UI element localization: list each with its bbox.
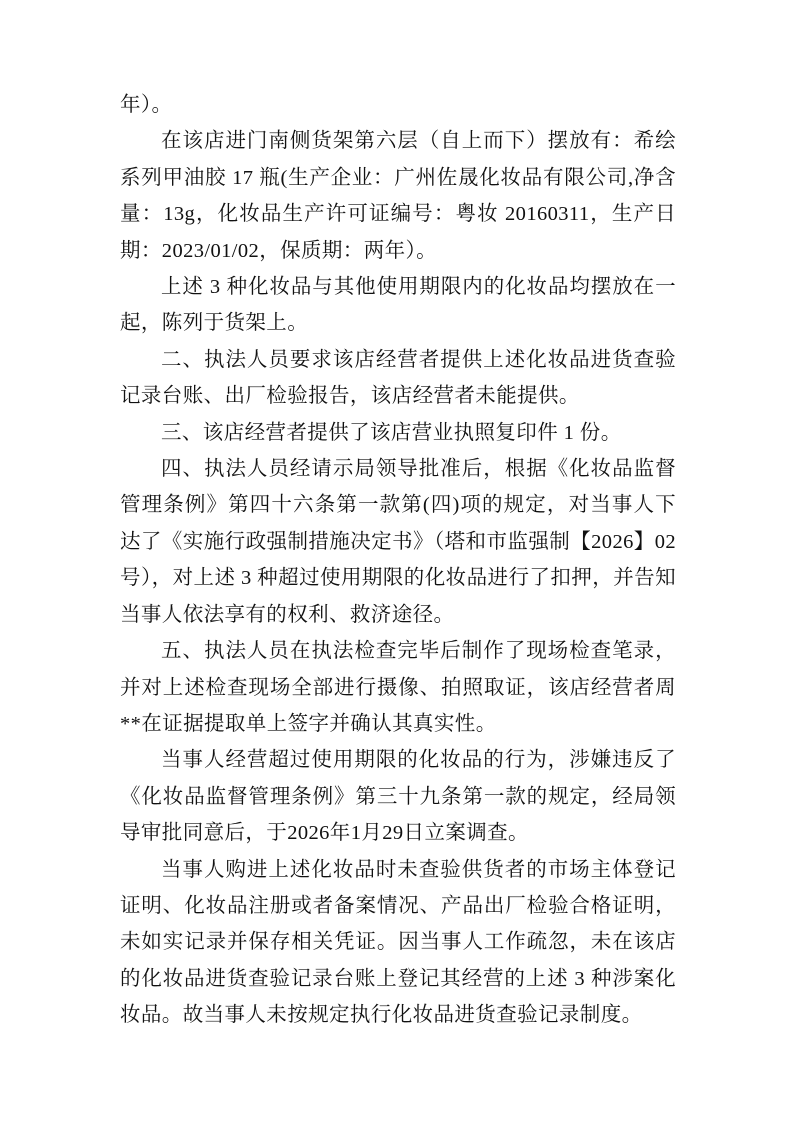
para-shelf-item-xihui-gel: 在该店进门南侧货架第六层（自上而下）摆放有：希绘系列甲油胶 17 瓶(生产企业：广州佐晟化妆品有限公司,净含量：13g，化妆品生产许可证编号：粤妆 20160311，生产日期：2023/01/02，保质期：两年）。 bbox=[120, 130, 676, 262]
para-display-location-note: 上述 3 种化妆品与其他使用期限内的化妆品均摆放在一起，陈列于货架上。 bbox=[120, 276, 676, 335]
para-case-filing: 当事人经营超过使用期限的化妆品的行为，涉嫌违反了《化妆品监督管理条例》第三十九条第一款的规定，经局领导审批同意后，于2026年1月29日立案调查。 bbox=[120, 749, 676, 845]
para-continuation: 年）。 bbox=[120, 94, 173, 116]
para-item-2-records-request: 二、执法人员要求该店经营者提供上述化妆品进货查验记录台账、出厂检验报告，该店经营者未能提供。 bbox=[120, 348, 676, 408]
para-item-5-inspection-record: 五、执法人员在执法检查完毕后制作了现场检查笔录，并对上述检查现场全部进行摄像、拍照取证，该店经营者周**在证据提取单上签字并确认其真实性。 bbox=[120, 640, 676, 735]
para-item-4-seizure-decision: 四、执法人员经请示局领导批准后，根据《化妆品监督管理条例》第四十六条第一款第(四)项的规定，对当事人下达了《实施行政强制措施决定书》（塔和市监强制【2026】02 号），对上述 3 种超过使用期限的化妆品进行了扣押，并告知当事人依法享有的权利、救济途径。 bbox=[120, 458, 676, 626]
para-item-3-license-copy: 三、该店经营者提供了该店营业执照复印件 1 份。 bbox=[161, 421, 622, 444]
document-body bbox=[120, 87, 676, 1034]
para-violation-conclusion: 当事人购进上述化妆品时未查验供货者的市场主体登记证明、化妆品注册或者备案情况、产品出厂检验合格证明，未如实记录并保存相关凭证。因当事人工作疏忽，未在该店的化妆品进货查验记录台账上登记其经营的上述 3 种涉案化妆品。故当事人未按规定执行化妆品进货查验记录制度。 bbox=[120, 858, 676, 1027]
